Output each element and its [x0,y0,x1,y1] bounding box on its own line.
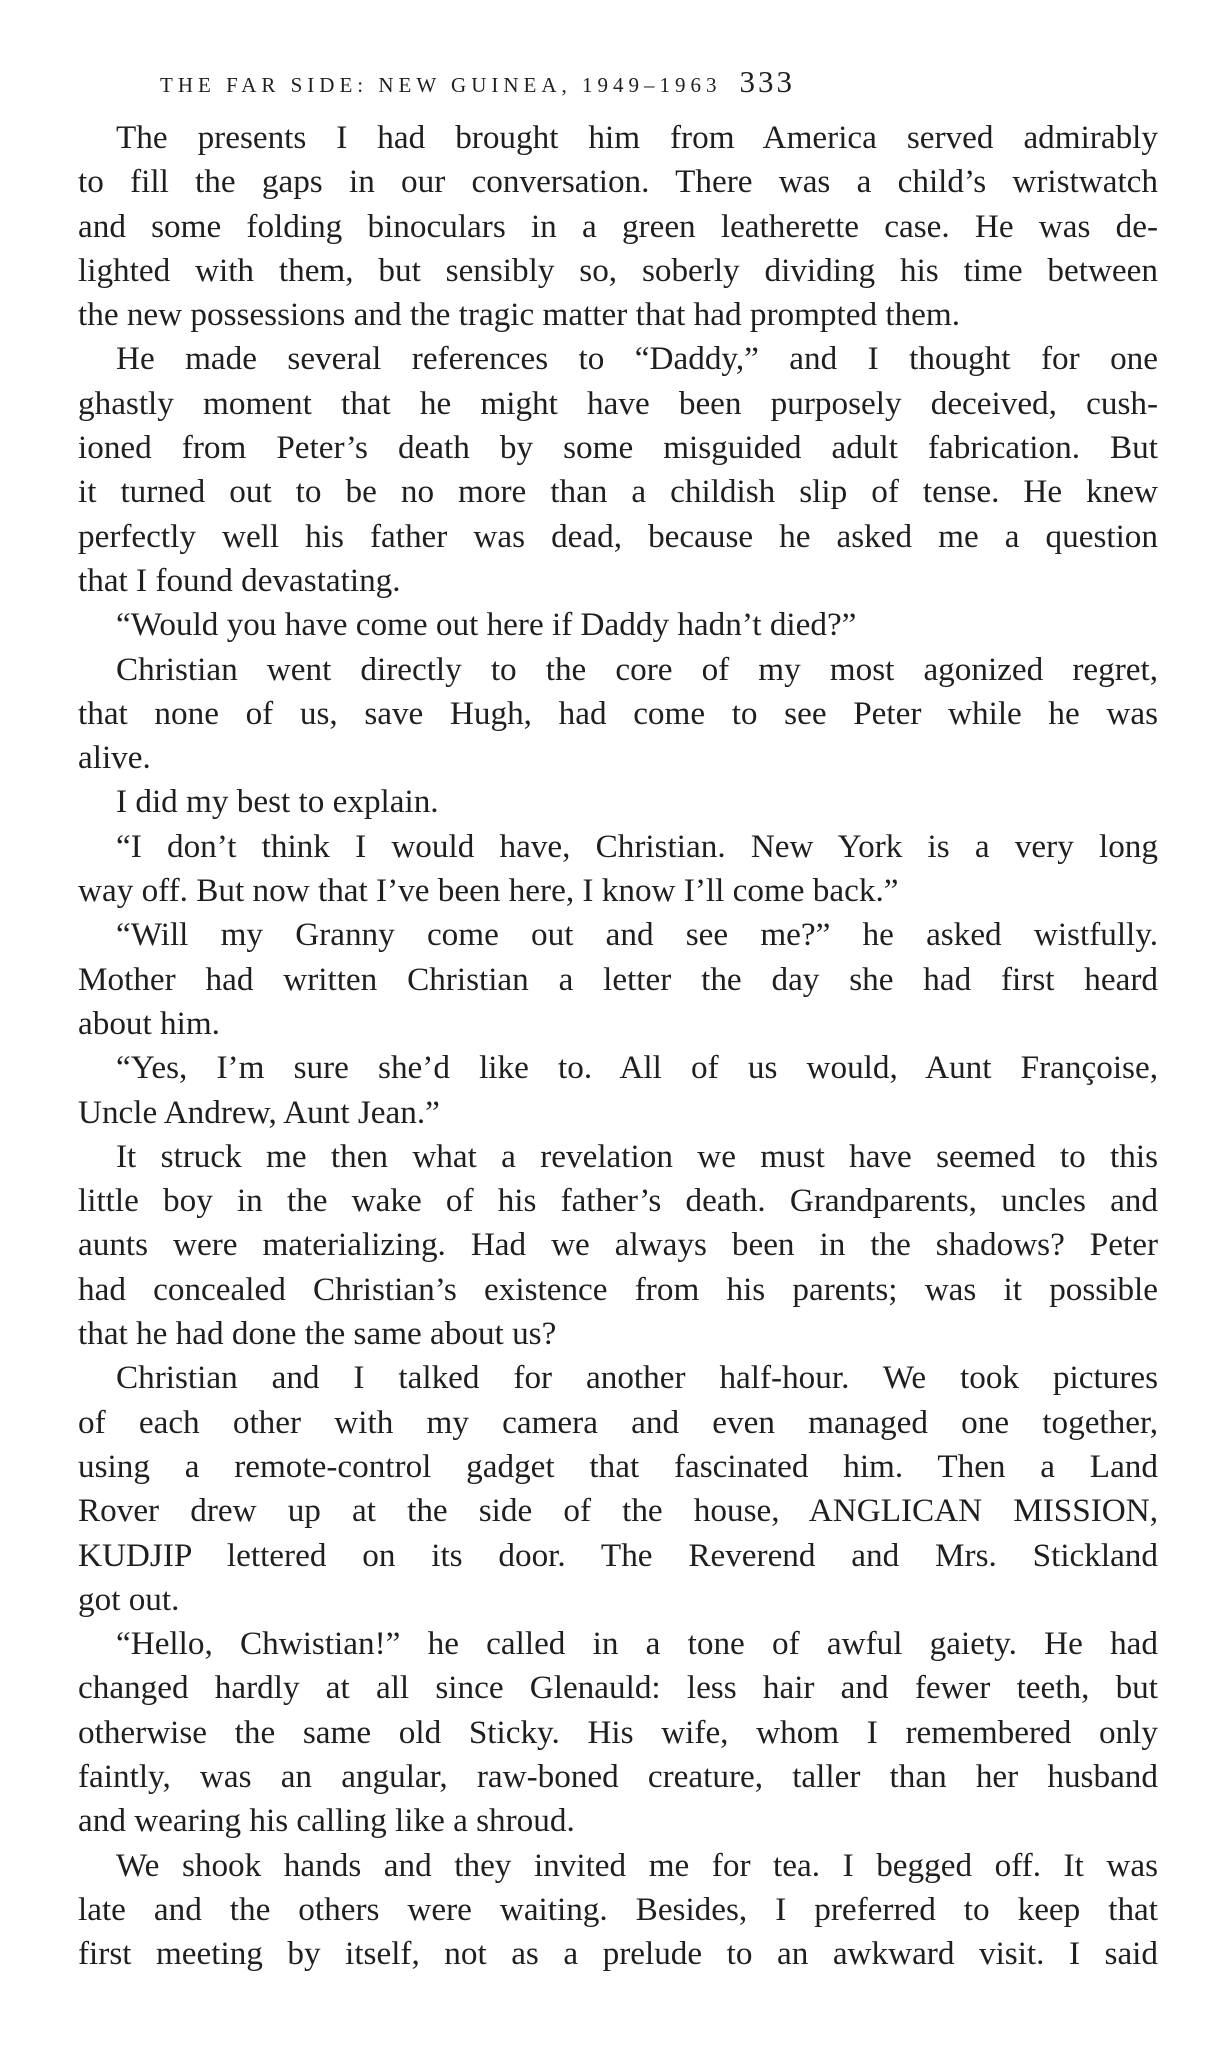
text-line: Uncle Andrew, Aunt Jean.” [78,1093,440,1131]
text-line: ghastly moment that he might have been purposely deceived, cush- [78,384,1158,422]
text-line: Christian and I talked for another half-hour. We took pictures [116,1359,1158,1397]
text-line: first meeting by itself, not as a prelude to an awkward visit. I said [78,1935,1158,1973]
text-line: changed hardly at all since Glenauld: less hair and fewer teeth, but [78,1669,1158,1707]
text-line: that he had done the same about us? [78,1315,557,1353]
text-line: had concealed Christian’s existence from his parents; was it possible [78,1270,1158,1308]
text-line: “I don’t think I would have, Christian. New York is a very long [116,827,1158,865]
text-line: late and the others were waiting. Besides, I preferred to keep that [78,1890,1158,1928]
text-line: ioned from Peter’s death by some misguided adult fabrication. But [78,429,1158,467]
text-line: alive. [78,739,151,777]
text-line: He made several references to “Daddy,” and I thought for one [116,340,1158,378]
text-line: The presents I had brought him from America served admirably [116,119,1158,156]
text-line: Christian went directly to the core of my most agonized regret, [116,650,1158,688]
text-line: perfectly well his father was dead, because he asked me a question [78,517,1158,555]
text-line: We shook hands and they invited me for tea. I begged off. It was [116,1846,1158,1884]
text-line: about him. [78,1004,220,1042]
text-line: little boy in the wake of his father’s death. Grandparents, uncles and [78,1182,1158,1220]
text-line: “Yes, I’m sure she’d like to. All of us would, Aunt Françoise, [116,1049,1158,1087]
text-line: Mother had written Christian a letter the day she had first heard [78,960,1158,998]
text-line: of each other with my camera and even managed one together, [78,1403,1158,1441]
text-line: got out. [78,1580,180,1618]
text-line: “Would you have come out here if Daddy hadn’t died?” [116,606,857,644]
text-line: “Will my Granny come out and see me?” he asked wistfully. [116,916,1158,954]
text-line: I did my best to explain. [116,783,439,821]
page-number: 333 [739,64,796,99]
text-line: using a remote-control gadget that fascinated him. Then a Land [78,1447,1158,1485]
text-line: It struck me then what a revelation we must have seemed to this [116,1137,1158,1175]
text-line: that I found devastating. [78,561,401,599]
body-text [78,116,1158,1976]
running-head-title: THE FAR SIDE: NEW GUINEA, 1949–1963 [160,73,722,97]
text-line: KUDJIP lettered on its door. The Reverend and Mrs. Stickland [78,1536,1158,1574]
text-line: to fill the gaps in our conversation. There was a child’s wristwatch [78,163,1158,201]
text-line: Rover drew up at the side of the house, ANGLICAN MISSION, [78,1492,1158,1530]
running-head [160,64,1060,104]
text-line: faintly, was an angular, raw-boned creature, taller than her husband [78,1757,1158,1795]
text-line: “Hello, Chwistian!” he called in a tone of awful gaiety. He had [116,1625,1158,1663]
text-line: the new possessions and the tragic matter that had prompted them. [78,296,961,334]
text-line: and wearing his calling like a shroud. [78,1802,575,1840]
text-line: aunts were materializing. Had we always been in the shadows? Peter [78,1226,1158,1264]
text-line: otherwise the same old Sticky. His wife, whom I remembered only [78,1713,1158,1751]
text-line: lighted with them, but sensibly so, soberly dividing his time between [78,251,1158,289]
text-line: and some folding binoculars in a green leatherette case. He was de- [78,207,1158,245]
text-line: that none of us, save Hugh, had come to see Peter while he was [78,694,1158,732]
text-line: it turned out to be no more than a childish slip of tense. He knew [78,473,1158,511]
text-line: way off. But now that I’ve been here, I know I’ll come back.” [78,872,899,910]
